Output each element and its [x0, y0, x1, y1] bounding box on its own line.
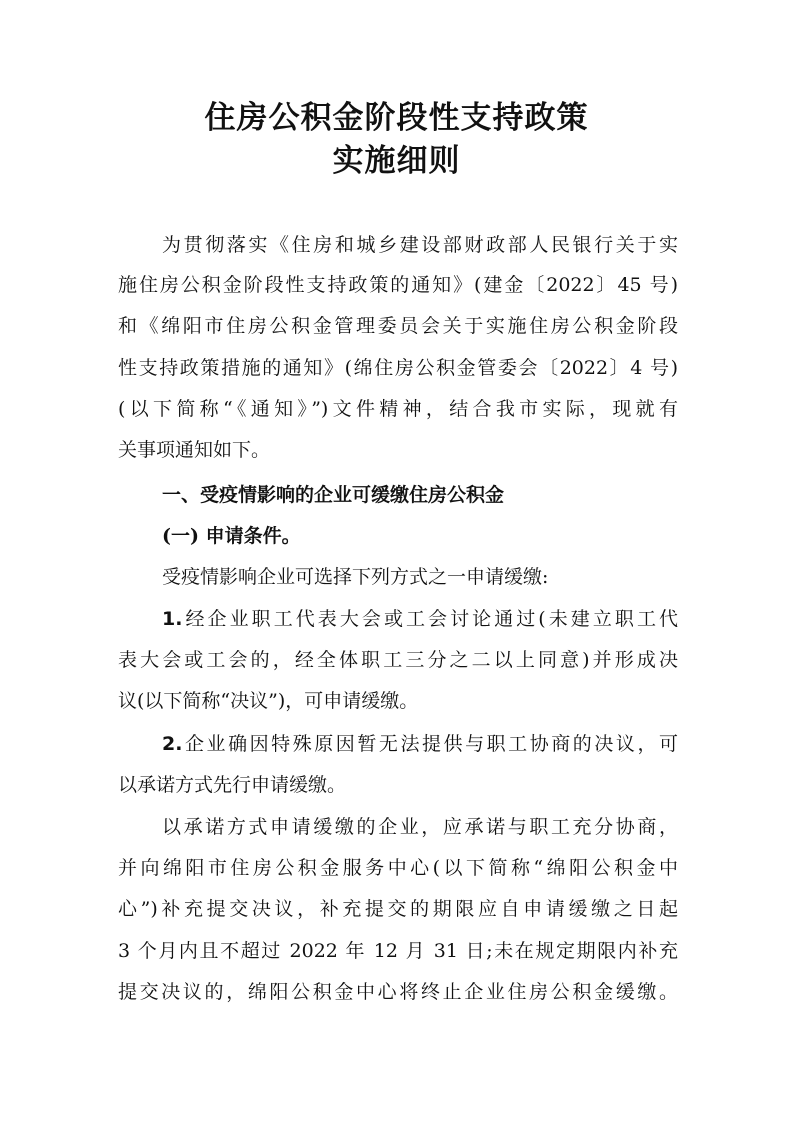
- para-line: 心”)补充提交决议，补充提交的期限应自申请缓缴之日起: [118, 898, 678, 920]
- document-title-line2: 实施细则: [332, 143, 461, 179]
- para-line: 并向绵阳市住房公积金服务中心(以下简称“绵阳公积金中: [118, 857, 678, 879]
- item2-line2: 以承诺方式先行申请缓缴。: [118, 774, 347, 796]
- item1-number: 1.: [162, 608, 183, 630]
- intro-line: 和《绵阳市住房公积金管理委员会关于实施住房公积金阶段: [118, 315, 678, 337]
- section-lead: 受疫情影响企业可选择下列方式之一申请缓缴:: [162, 566, 549, 588]
- item2-line1: [162, 731, 678, 757]
- item2-number: 2.: [162, 733, 183, 755]
- intro-line: 施住房公积金阶段性支持政策的通知》(建金〔2022〕45 号): [118, 274, 678, 296]
- item2-text: 企业确因特殊原因暂无法提供与职工协商的决议，可: [182, 733, 678, 755]
- item1-line1: [162, 606, 678, 632]
- section-heading: 一、受疫情影响的企业可缓缴住房公积金: [162, 484, 505, 506]
- document-title-line1: 住房公积金阶段性支持政策: [204, 100, 589, 136]
- intro-line: 为贯彻落实《住房和城乡建设部财政部人民银行关于实: [162, 234, 678, 256]
- item1-text: 经企业职工代表大会或工会讨论通过(未建立职工代: [182, 608, 678, 630]
- item1-line2: 表大会或工会的，经全体职工三分之二以上同意)并形成决: [118, 649, 678, 671]
- intro-line: 关事项通知如下。: [118, 439, 271, 461]
- para-line: 3 个月内且不超过 2022 年 12 月 31 日;未在规定期限内补充: [118, 940, 678, 962]
- item1-line3: 议(以下简称“决议”)，可申请缓缴。: [118, 690, 419, 712]
- para-line: 提交决议的，绵阳公积金中心将终止企业住房公积金缓缴。: [118, 981, 678, 1003]
- sub-heading: (一) 申请条件。: [162, 525, 301, 547]
- intro-line: (以下简称“《通知》”)文件精神，结合我市实际，现就有: [118, 398, 678, 420]
- para-line: 以承诺方式申请缓缴的企业，应承诺与职工充分协商，: [162, 816, 678, 838]
- intro-line: 性支持政策措施的通知》(绵住房公积金管委会〔2022〕4 号): [118, 357, 678, 379]
